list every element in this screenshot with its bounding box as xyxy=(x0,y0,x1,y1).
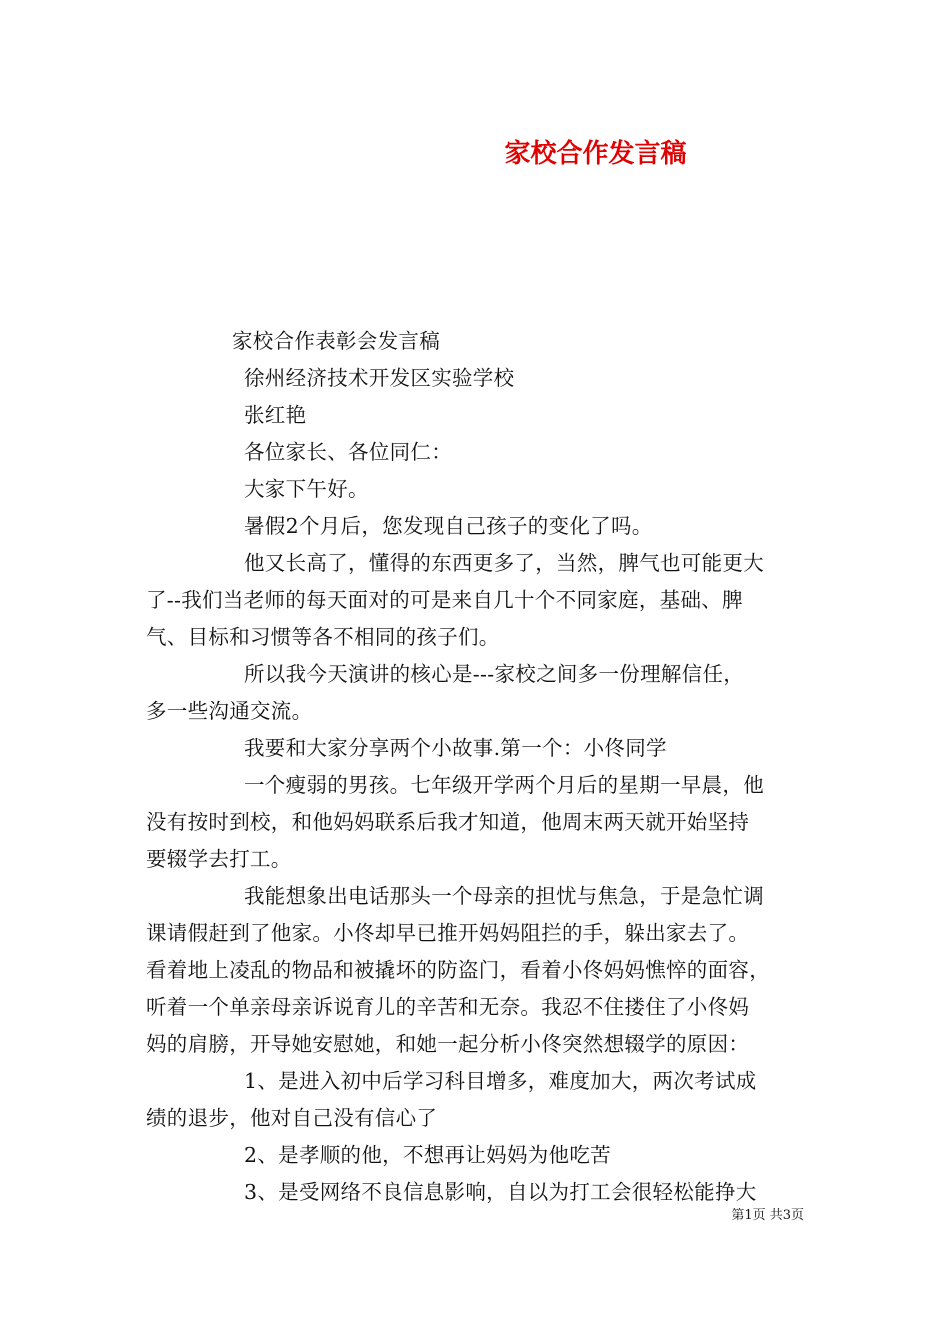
list-item: 3、是受网络不良信息影响，自以为打工会很轻松能挣大 xyxy=(244,1180,757,1204)
list-item: 2、是孝顺的他，不想再让妈妈为他吃苦 xyxy=(244,1143,611,1167)
author-name: 张红艳 xyxy=(244,403,307,427)
list-item: 1、是进入初中后学习科目增多，难度加大，两次考试成 xyxy=(244,1069,757,1093)
paragraph-line: 一个瘦弱的男孩。七年级开学两个月后的星期一早晨，他 xyxy=(244,773,764,797)
paragraph-line: 听着一个单亲母亲诉说育儿的辛苦和无奈。我忍不住搂住了小佟妈 xyxy=(146,995,750,1019)
greeting: 大家下午好。 xyxy=(244,477,369,501)
list-item-continuation: 绩的退步，他对自己没有信心了 xyxy=(146,1106,438,1130)
paragraph-line: 他又长高了，懂得的东西更多了，当然，脾气也可能更大 xyxy=(244,551,764,575)
paragraph-line: 多一些沟通交流。 xyxy=(146,699,313,723)
paragraph-line: 没有按时到校，和他妈妈联系后我才知道，他周末两天就开始坚持 xyxy=(146,810,750,834)
paragraph-line: 了--我们当老师的每天面对的可是来自几十个不同家庭，基础、脾 xyxy=(146,588,743,612)
paragraph-line: 我能想象出电话那头一个母亲的担忧与焦急，于是急忙调 xyxy=(244,884,764,908)
paragraph-line: 课请假赶到了他家。小佟却早已推开妈妈阻拦的手，躲出家去了。 xyxy=(146,921,750,945)
paragraph-line: 暑假2个月后，您发现自己孩子的变化了吗。 xyxy=(244,514,653,538)
paragraph-line: 看着地上凌乱的物品和被撬坏的防盗门，看着小佟妈妈憔悴的面容， xyxy=(146,958,770,982)
speech-heading: 家校合作表彰会发言稿 xyxy=(232,329,440,353)
paragraph-line: 所以我今天演讲的核心是---家校之间多一份理解信任， xyxy=(244,662,745,686)
school-name: 徐州经济技术开发区实验学校 xyxy=(244,366,515,390)
paragraph-line: 要辍学去打工。 xyxy=(146,847,292,871)
paragraph-line: 妈的肩膀，开导她安慰她，和她一起分析小佟突然想辍学的原因： xyxy=(146,1032,750,1056)
document-title: 家校合作发言稿 xyxy=(504,139,687,169)
page-number-footer: 第1页 共3页 xyxy=(731,1208,804,1223)
salutation: 各位家长、各位同仁： xyxy=(244,440,452,464)
paragraph-line: 我要和大家分享两个小故事.第一个：小佟同学 xyxy=(244,736,667,760)
paragraph-line: 气、目标和习惯等各不相同的孩子们。 xyxy=(146,625,500,649)
